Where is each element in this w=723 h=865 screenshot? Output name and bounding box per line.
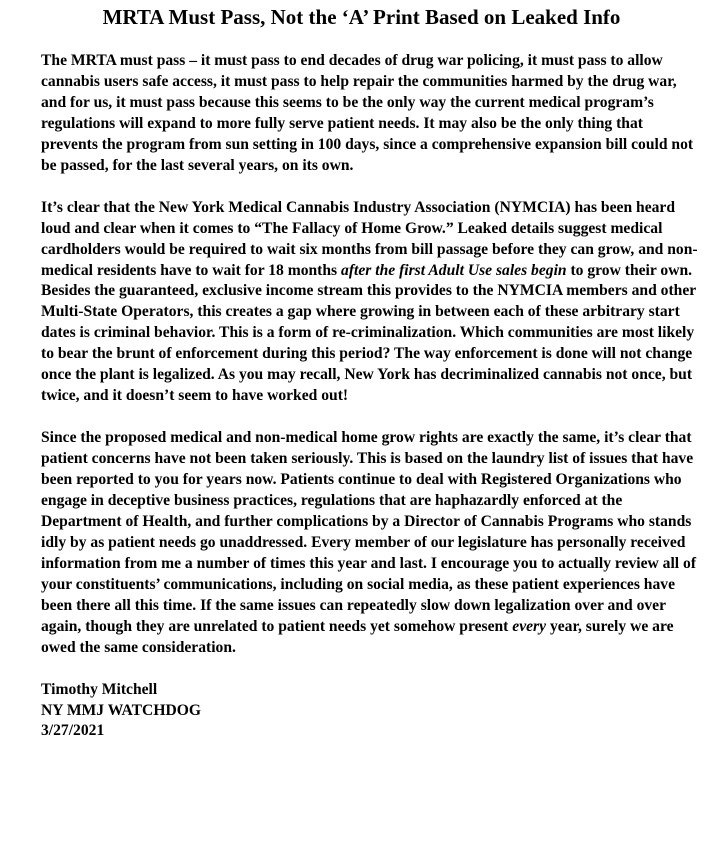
signature-name: Timothy Mitchell xyxy=(41,680,158,698)
paragraph-3 xyxy=(41,428,703,658)
paragraph-3-text-a: Since the proposed medical and non-medical home grow rights are exactly the same, it’s clear that patient concerns have not been taken seriously. This is based on the laundry list of issues that have been reported to you for years now. Patients continue to deal with Registered Organizations who engage in deceptive business practices, regulations that are haphazardly enforced at the Department of Health, and further complications by a Director of Cannabis Programs who stands idly by as patient needs go unaddressed. Every member of our legislature has personally received information from me a number of times this year and last. I encourage you to actually review all of your constituents’ communications, including on social media, as these patient experiences have been there all this time. If the same issues can repeatedly slow down legalization over and over again, though they are unrelated to patient needs yet somehow present xyxy=(41,429,700,635)
document-title: MRTA Must Pass, Not the ‘A’ Print Based on Leaked Info xyxy=(102,5,621,29)
paragraph-2-text-a: It’s clear that the New York Medical Cannabis Industry Association (NYMCIA) has been heard loud and clear when it comes to “The Fallacy of Home Grow.” Leaked details suggest medical cardholders would be required to wait six months from bill passage before they can grow, and non-medical residents have to wait for 18 months xyxy=(41,198,698,279)
signature-organization: NY MMJ WATCHDOG xyxy=(41,701,201,719)
paragraph-2-text-b: to grow their own. Besides the guaranteed, exclusive income stream this provides to the NYMCIA members and other Multi-State Operators, this creates a gap where growing in between each of these arbitrary start dates is criminal behavior. This is a form of re-criminalization. Which communities are most likely to bear the brunt of enforcement during this period? The way enforcement is done will not change once the plant is legalized. As you may recall, New York has decriminalized cannabis not once, but twice, and it doesn’t seem to have worked out! xyxy=(41,261,700,405)
document-body xyxy=(41,51,703,742)
signature-block xyxy=(41,680,703,743)
paragraph-3-text-b: year, surely we are owed the same consideration. xyxy=(41,617,678,656)
paragraph-2-italic: after the first Adult Use sales begin xyxy=(341,261,567,279)
paragraph-1: The MRTA must pass – it must pass to end decades of drug war policing, it must pass to allow cannabis users safe access, it must pass to help repair the communities harmed by the drug war, and for us, it must pass because this seems to be the only way the current medical program’s regulations will expand to more fully serve patient needs. It may also be the only thing that prevents the program from sun setting in 100 days, since a comprehensive expansion bill could not be passed, for the last several years, on its own. xyxy=(41,52,694,174)
paragraph-2 xyxy=(41,198,703,408)
paragraph-3-italic: every xyxy=(512,617,547,635)
signature-date: 3/27/2021 xyxy=(41,722,105,740)
